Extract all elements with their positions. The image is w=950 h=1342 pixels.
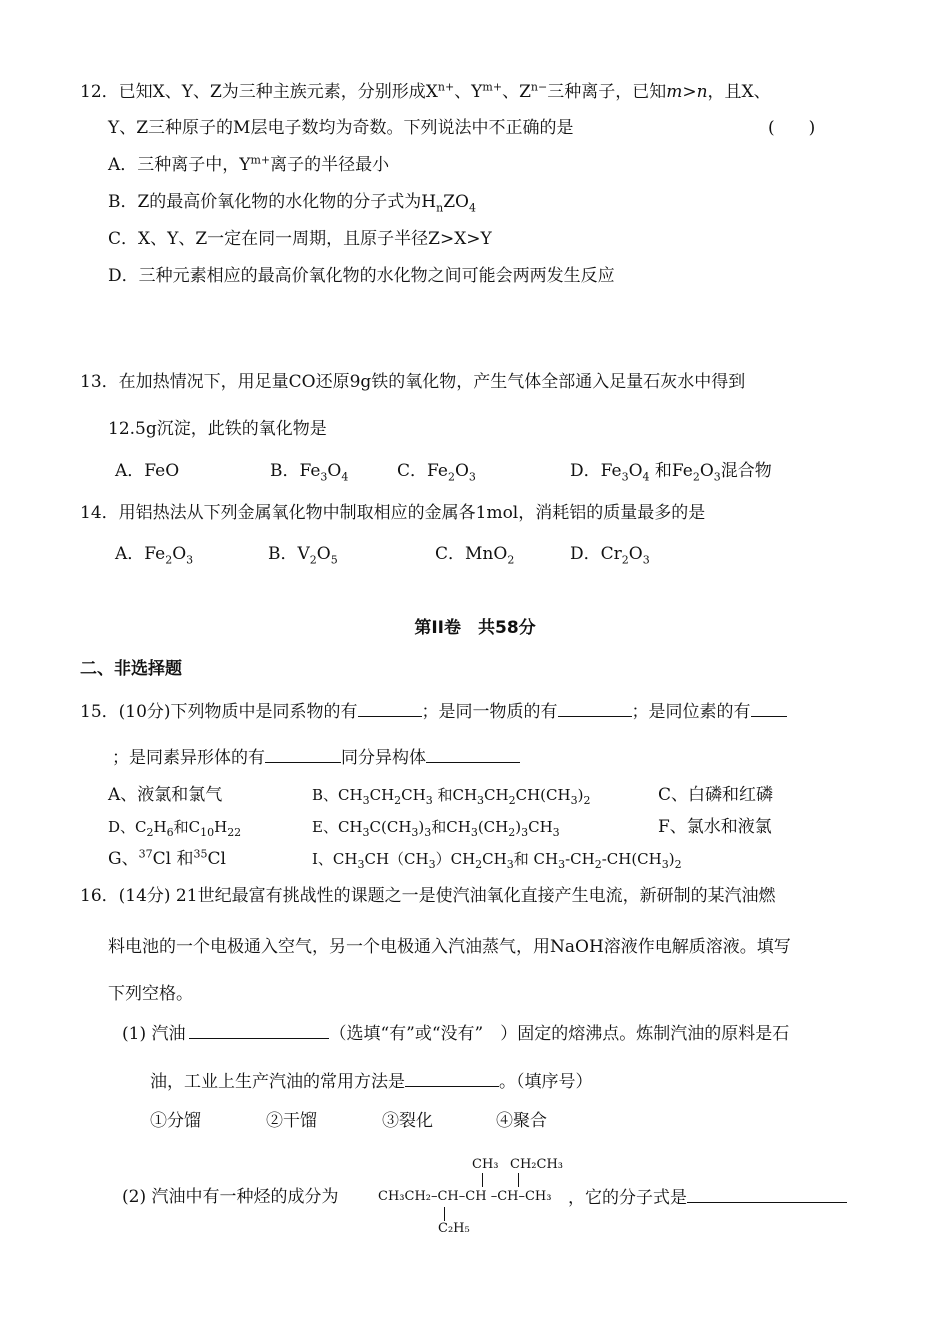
sub: 2 <box>309 553 317 567</box>
q16-part2-tail <box>568 1186 847 1209</box>
sub: 22 <box>227 826 242 839</box>
text: ) <box>515 818 522 836</box>
main-chain: CH₃CH₂–CH–CH –CH–CH₃ <box>378 1189 552 1204</box>
q14-line1: 14．用铝热法从下列金属氧化物中制取相应的金属各1mol，消耗铝的质量最多的是 <box>80 503 706 523</box>
q12-option-b <box>108 191 476 213</box>
text: D、C <box>108 818 147 836</box>
q15-item-f: F、氯水和液氯 <box>658 817 772 837</box>
text: E、CH <box>312 818 363 836</box>
text: O <box>327 461 342 481</box>
text: 。（填序号） <box>499 1072 593 1092</box>
section-subtitle: 二、非选择题 <box>80 659 182 679</box>
var-n: n <box>696 82 708 102</box>
q14-option-d <box>570 543 650 565</box>
sub: 10 <box>200 826 215 839</box>
sup: m+ <box>482 80 503 94</box>
sub: 2 <box>508 826 516 839</box>
text: B．V <box>268 544 310 564</box>
text: O <box>699 461 714 481</box>
q16-line2: 料电池的一个电极通入空气，另一个电极通入汽油蒸气，用NaOH溶液作电解质溶液。填写 <box>108 937 791 957</box>
q12-text: 、Y <box>454 82 483 102</box>
text: CH <box>369 786 395 804</box>
sub: 2 <box>475 858 483 871</box>
q15-item-a: A、液氯和氯气 <box>108 785 223 805</box>
text: D．Cr <box>570 544 622 564</box>
answer-blank[interactable] <box>558 700 632 717</box>
q15-line1 <box>80 700 787 723</box>
q12-line1 <box>80 81 771 103</box>
text: (1) 汽油 <box>122 1024 186 1044</box>
text: B、CH <box>312 786 363 804</box>
sub: 5 <box>330 553 338 567</box>
answer-blank[interactable] <box>265 746 341 763</box>
text: ；是同一物质的有 <box>421 702 558 722</box>
sub: 3 <box>642 553 650 567</box>
sub: 3 <box>661 858 669 871</box>
q16-option-3: ③裂化 <box>382 1111 433 1131</box>
q16-option-4: ④聚合 <box>496 1111 547 1131</box>
text: ) <box>577 786 584 804</box>
q13-option-b <box>270 460 348 482</box>
text: （选填“有”或“没有” ）固定的熔沸点。炼制汽油的原料是石 <box>329 1024 790 1044</box>
answer-blank[interactable] <box>751 700 787 717</box>
text: 和 CH <box>513 850 559 868</box>
sub: 3 <box>320 470 328 484</box>
text: ；是同位素的有 <box>631 702 751 722</box>
q16-part1-line2 <box>150 1070 593 1093</box>
text: -CH(CH <box>601 850 662 868</box>
sub: 3 <box>477 794 485 807</box>
bond-line <box>444 1207 445 1221</box>
sub: 2 <box>507 553 515 567</box>
q12-text: 三种离子，已知 <box>547 82 667 102</box>
q14-option-c <box>435 543 514 565</box>
text: 油，工业上生产汽油的常用方法是 <box>150 1072 405 1092</box>
text: ，它的分子式是 <box>568 1188 687 1208</box>
text: B．Fe <box>270 461 321 481</box>
q16-part1-line1 <box>122 1022 789 1045</box>
sub: 3 <box>424 826 432 839</box>
q16-line3: 下列空格。 <box>108 984 193 1004</box>
sup: n− <box>530 80 548 94</box>
text: O <box>628 544 643 564</box>
text: CH <box>401 786 426 804</box>
sub: 6 <box>166 826 174 839</box>
text: C．Fe <box>397 461 448 481</box>
sub: 3 <box>411 826 419 839</box>
sub: 3 <box>558 858 566 871</box>
text: ）CH <box>435 850 476 868</box>
sub: 3 <box>362 826 370 839</box>
sub: 3 <box>186 553 194 567</box>
sup: 37 <box>138 847 153 861</box>
bond-line <box>482 1173 483 1187</box>
sub: 3 <box>713 470 721 484</box>
text: CH <box>484 786 509 804</box>
text: A．三种离子中，Y <box>108 155 251 175</box>
sub: 2 <box>692 470 700 484</box>
q15-item-d <box>108 816 241 838</box>
sub: 2 <box>146 826 154 839</box>
text: Cl <box>207 849 226 869</box>
text: B．Z的最高价氧化物的水化物的分子式为H <box>108 192 437 212</box>
sub: 3 <box>621 470 629 484</box>
text: ；是同素异形体的有 <box>112 748 265 768</box>
sub: 3 <box>425 794 433 807</box>
sub: 2 <box>165 553 173 567</box>
sub: 2 <box>621 553 629 567</box>
text: CH（CH <box>364 850 429 868</box>
sub: n <box>436 201 444 215</box>
q15-item-b <box>312 784 590 806</box>
text: D．Fe <box>570 461 622 481</box>
sub: 2 <box>394 794 402 807</box>
text: 同分异构体 <box>341 748 426 768</box>
q16-line1: 16．(14分) 21世纪最富有挑战性的课题之一是使汽油氧化直接产生电流，新研制的某汽油燃 <box>80 886 776 906</box>
sub: 2 <box>447 470 455 484</box>
text: 和CH <box>432 786 478 804</box>
ethyl-substituent-bottom: C₂H₅ <box>438 1221 470 1236</box>
text: H <box>214 818 228 836</box>
text: CH <box>482 850 507 868</box>
sub: 4 <box>468 201 476 215</box>
answer-blank[interactable] <box>687 1186 847 1203</box>
text: C(CH <box>369 818 412 836</box>
text: ) <box>668 850 675 868</box>
text: O <box>316 544 331 564</box>
sub: 2 <box>508 794 516 807</box>
q16-part2-label: (2) 汽油中有一种烃的成分为 <box>122 1187 339 1207</box>
sub: 3 <box>506 858 514 871</box>
text: ZO <box>443 192 469 212</box>
text: 和CH <box>431 818 471 836</box>
sub: 2 <box>594 858 602 871</box>
bond-line <box>518 1173 519 1187</box>
q15-line2 <box>112 746 520 769</box>
q15-item-g <box>108 848 226 870</box>
q13-line1: 13．在加热情况下，用足量CO还原9g铁的氧化物，产生气体全部通入足量石灰水中得到 <box>80 372 746 392</box>
q12-text: ，且X、 <box>707 82 771 102</box>
q12-option-d: D．三种元素相应的最高价氧化物的水化物之间可能会两两发生反应 <box>108 266 615 286</box>
structural-formula <box>378 1155 578 1240</box>
text: Cl 和 <box>152 849 194 869</box>
methyl-substituent: CH₃ <box>472 1157 499 1172</box>
q16-option-2: ②干馏 <box>266 1111 317 1131</box>
answer-blank[interactable] <box>189 1022 329 1039</box>
sub: 4 <box>642 470 650 484</box>
q16-option-1: ①分馏 <box>150 1111 201 1131</box>
text: CH(CH <box>515 786 571 804</box>
text: O <box>454 461 469 481</box>
text: -CH <box>565 850 595 868</box>
sub: 3 <box>570 794 578 807</box>
text: G、 <box>108 849 139 869</box>
answer-blank[interactable] <box>426 746 520 763</box>
sub: 3 <box>428 858 436 871</box>
q13-option-d <box>570 460 772 482</box>
sup: m+ <box>250 153 271 167</box>
text: 离子的半径最小 <box>270 155 390 175</box>
answer-blank[interactable] <box>405 1070 499 1087</box>
q12-text: 、Z <box>502 82 531 102</box>
q14-option-a <box>115 543 193 565</box>
q13-option-a: A．FeO <box>115 461 180 481</box>
sub: 3 <box>521 826 529 839</box>
text: O <box>628 461 643 481</box>
q12-option-c: C．X、Y、Z一定在同一周期，且原子半径Z>X>Y <box>108 229 492 249</box>
var-m: m <box>666 82 683 102</box>
q15-item-e <box>312 816 560 838</box>
ethyl-substituent: CH₂CH₃ <box>510 1157 563 1172</box>
sub: 3 <box>468 470 476 484</box>
text: ) <box>418 818 425 836</box>
answer-blank[interactable] <box>358 700 422 717</box>
q15-item-c: C、白磷和红磷 <box>658 785 774 805</box>
text: (CH <box>477 818 509 836</box>
sub: 3 <box>362 794 370 807</box>
section-title: 第II卷 共58分 <box>414 618 536 638</box>
sub: 3 <box>357 858 365 871</box>
text: I、CH <box>312 850 358 868</box>
q13-option-c <box>397 460 476 482</box>
sub: 3 <box>552 826 560 839</box>
sub: 4 <box>341 470 349 484</box>
q12-text: > <box>682 82 697 102</box>
sup: n+ <box>437 80 455 94</box>
answer-paren: ( ) <box>768 118 816 138</box>
q15-item-i <box>312 848 682 870</box>
sub: 3 <box>470 826 478 839</box>
sup: 35 <box>193 847 208 861</box>
sub: 2 <box>583 794 591 807</box>
text: A．Fe <box>115 544 166 564</box>
q12-line2: Y、Z三种原子的M层电子数均为奇数。下列说法中不正确的是 <box>108 118 574 138</box>
text: 和Fe <box>649 461 693 481</box>
q14-option-b <box>268 543 338 565</box>
text: C．MnO <box>435 544 508 564</box>
sub: 2 <box>674 858 682 871</box>
q13-line2: 12.5g沉淀，此铁的氧化物是 <box>108 419 327 439</box>
text: 和C <box>173 818 201 836</box>
q12-text: 12．已知X、Y、Z为三种主族元素，分别形成X <box>80 82 438 102</box>
text: O <box>172 544 187 564</box>
text: 15．(10分)下列物质中是同系物的有 <box>80 702 358 722</box>
text: 混合物 <box>720 461 772 481</box>
q12-option-a <box>108 154 389 176</box>
text: H <box>153 818 167 836</box>
text: CH <box>528 818 553 836</box>
